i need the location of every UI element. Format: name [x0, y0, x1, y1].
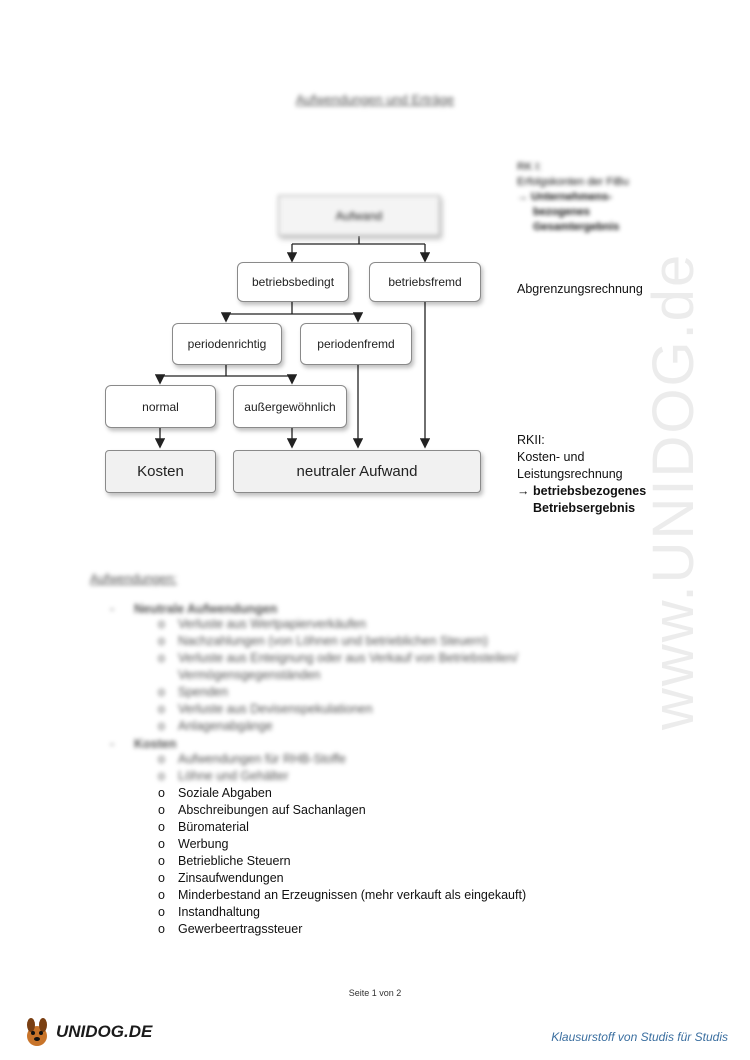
- list-item: o Werbung: [158, 837, 229, 851]
- list-heading: Aufwendungen:: [90, 572, 177, 586]
- unidog-logo[interactable]: [22, 1016, 152, 1048]
- rk1-line1: Erfolgskonten der FiBu: [517, 176, 629, 188]
- node-neutraler-aufwand: neutraler Aufwand: [233, 450, 481, 493]
- rk1-note: [517, 160, 629, 235]
- rk1-line2: → Unternehmens-: [517, 191, 612, 203]
- list-item: o Verluste aus Enteignung oder aus Verkauf von Betriebsteilen/: [158, 651, 518, 665]
- node-aufwand: Aufwand: [278, 195, 440, 236]
- list-item: o Abschreibungen auf Sachanlagen: [158, 803, 366, 817]
- rk2-note: [517, 432, 646, 517]
- list-item: o Soziale Abgaben: [158, 786, 272, 800]
- dog-icon: [22, 1016, 52, 1048]
- list-item: o Verluste aus Devisenspekulationen: [158, 702, 373, 716]
- list-item: o Zinsaufwendungen: [158, 871, 284, 885]
- rk2-bold1: betriebsbezogenes: [532, 484, 647, 498]
- page-title: Aufwendungen und Erträge: [295, 92, 455, 107]
- aufwendungen-list: [90, 572, 710, 938]
- page-number: Seite 1 von 2: [348, 988, 402, 998]
- node-betriebsbedingt: betriebsbedingt: [237, 262, 349, 302]
- list-item-continuation: Vermögensgegenständen: [178, 668, 321, 682]
- list-item: o Verluste aus Wertpapierverkäufen: [158, 617, 367, 631]
- logo-text: UNIDOG.DE: [56, 1022, 153, 1041]
- list-item: o Löhne und Gehälter: [158, 769, 289, 783]
- watermark: www.UNIDOG.de: [641, 252, 706, 730]
- rk1-line4: Gesamtergebnis: [533, 221, 620, 233]
- node-betriebsfremd: betriebsfremd: [369, 262, 481, 302]
- rk1-line3: bezogenes: [533, 206, 590, 218]
- list-item: o Betriebliche Steuern: [158, 854, 291, 868]
- list-item: o Nachzahlungen (von Löhnen und betrieblichen Steuern): [158, 634, 488, 648]
- list-item: o Instandhaltung: [158, 905, 261, 919]
- rk2-bold2: Betriebsergebnis: [533, 501, 636, 515]
- rk2-label: RKII:: [517, 433, 545, 447]
- list-item: o Spenden: [158, 685, 229, 699]
- rk2-line2: Leistungsrechnung: [517, 467, 623, 481]
- list-item: o Büromaterial: [158, 820, 249, 834]
- slogan: Klausurstoff von Studis für Studis: [551, 1030, 728, 1044]
- node-aussergewoehnlich: außergewöhnlich: [233, 385, 347, 428]
- node-kosten: Kosten: [105, 450, 216, 493]
- node-periodenrichtig: periodenrichtig: [172, 323, 282, 365]
- list-item: o Minderbestand an Erzeugnissen (mehr verkauft als eingekauft): [158, 888, 527, 902]
- node-normal: normal: [105, 385, 216, 428]
- list-item: o Anlagenabgänge: [158, 719, 273, 733]
- group-neutrale-aufwendungen: - Neutrale Aufwendungen: [90, 602, 710, 616]
- group-kosten: - Kosten: [90, 737, 710, 751]
- node-periodenfremd: periodenfremd: [300, 323, 412, 365]
- list-item: o Aufwendungen für RHB-Stoffe: [158, 752, 346, 766]
- arrow-icon: →: [517, 484, 530, 498]
- rk2-line1: Kosten- und: [517, 450, 585, 464]
- group2-items: [90, 785, 710, 938]
- list-item: o Gewerbeertragssteuer: [158, 922, 303, 936]
- group1-items: [90, 616, 710, 735]
- group2-blurred-items: [90, 751, 710, 785]
- rk1-label: RK I:: [517, 161, 542, 173]
- abgrenzungsrechnung: Abgrenzungsrechnung: [517, 282, 643, 296]
